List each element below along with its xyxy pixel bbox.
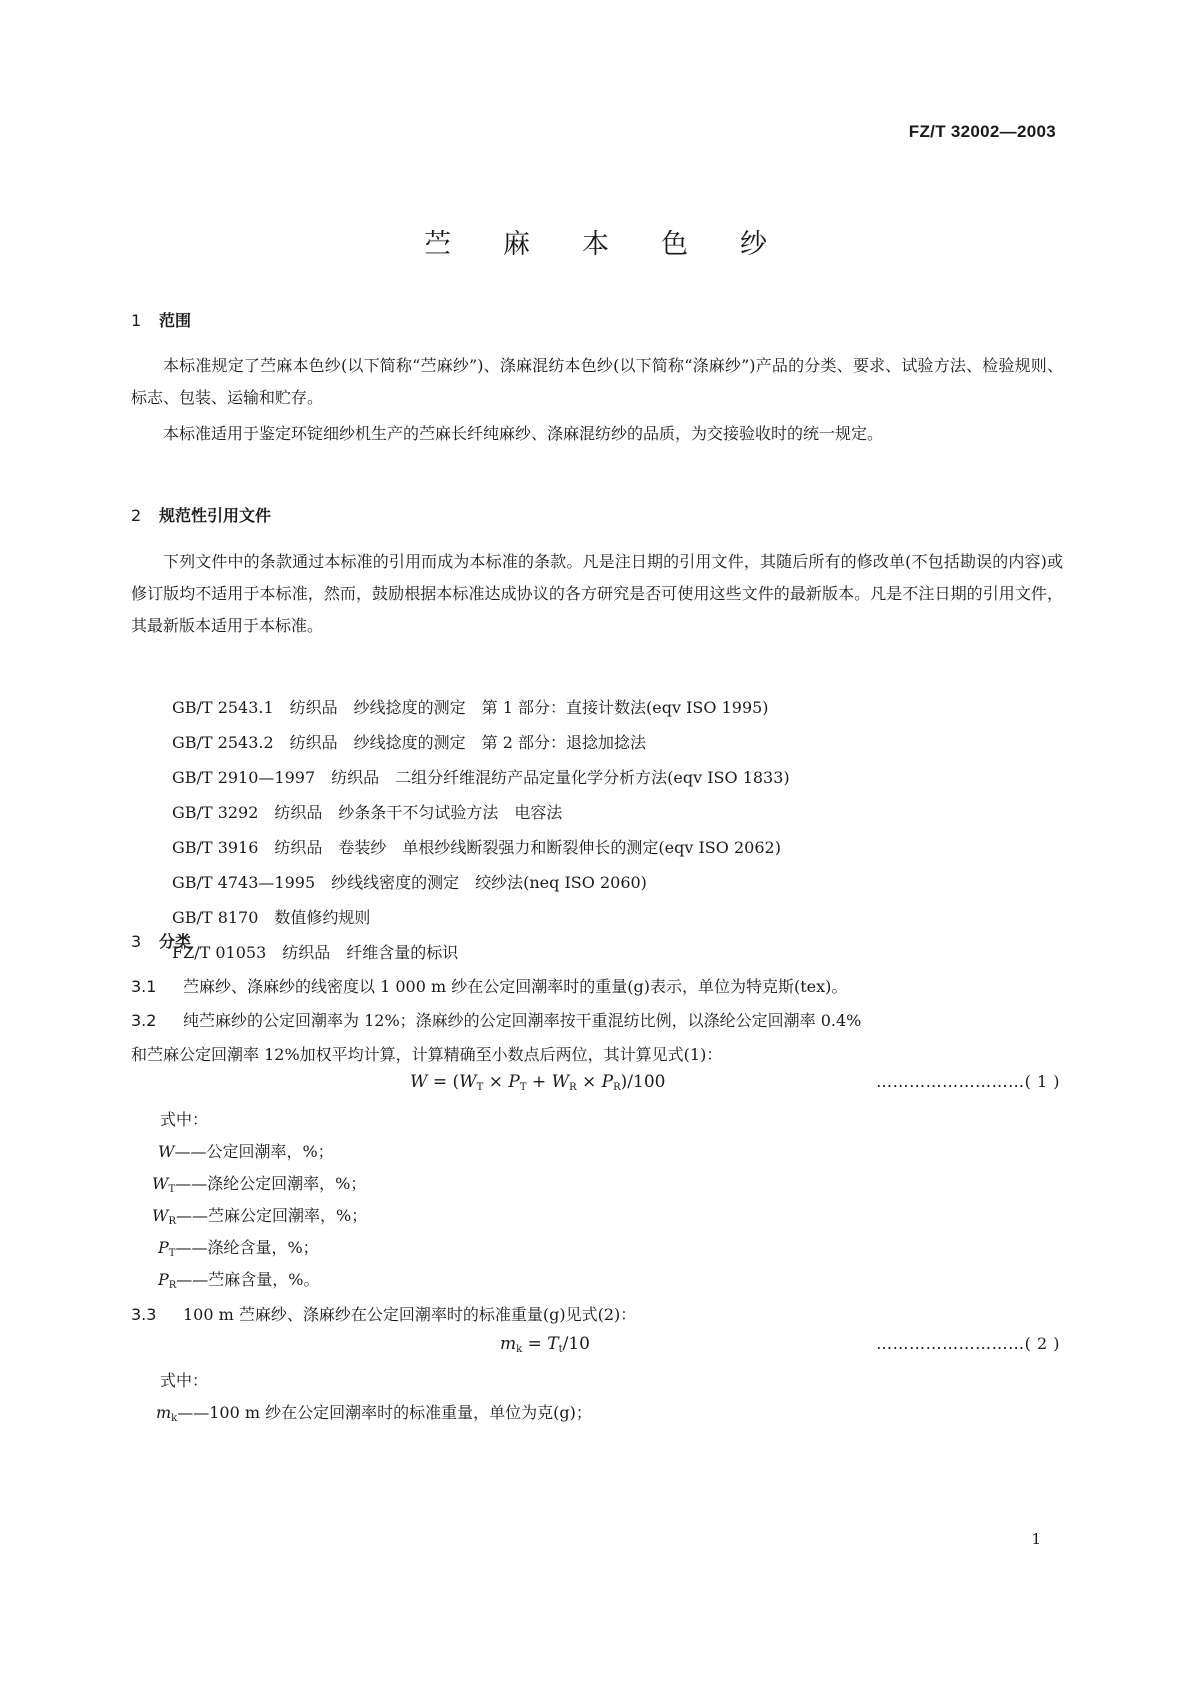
formula-operator: )/100 xyxy=(620,1072,666,1092)
clause-number: 3.2 xyxy=(131,1011,157,1030)
definition-subscript: k xyxy=(171,1413,178,1424)
formula-1 xyxy=(410,1072,665,1093)
section-number: 3 xyxy=(131,932,142,951)
section-2-heading xyxy=(131,503,271,526)
page-number: 1 xyxy=(1031,1530,1041,1548)
definition-text: ——公定回潮率，%； xyxy=(174,1142,334,1161)
clause-3-2 xyxy=(131,1008,861,1031)
definition-subscript: T xyxy=(168,1248,176,1259)
standard-number: FZ/T 32002—2003 xyxy=(908,122,1056,141)
definition-symbol: m xyxy=(156,1403,172,1422)
formula-symbol: T xyxy=(547,1334,559,1354)
formula-subscript: T xyxy=(519,1082,527,1093)
clause-number: 3.1 xyxy=(131,977,157,996)
formula-symbol: W xyxy=(459,1072,477,1092)
clause-text: 苎麻纱、涤麻纱的线密度以 1 000 m 纱在公定回潮率时的重量(g)表示，单位为特克斯(tex)。 xyxy=(183,977,848,996)
clause-number: 3.3 xyxy=(131,1305,157,1324)
section-title: 范围 xyxy=(159,311,192,330)
formula-operator: × xyxy=(483,1072,509,1092)
scope-paragraph-2: 本标准适用于鉴定环锭细纱机生产的苎麻长纤纯麻纱、涤麻混纺纱的品质，为交接验收时的统一规定。 xyxy=(163,424,884,443)
equation-number-1: ………………………( 1 ) xyxy=(876,1072,1060,1091)
formula-symbol: m xyxy=(500,1334,517,1354)
section-number: 1 xyxy=(131,311,142,330)
definition-subscript: T xyxy=(168,1184,176,1195)
reference-item: GB/T 8170 数值修约规则 xyxy=(172,908,371,927)
definition-item xyxy=(156,1400,592,1424)
clause-text: 纯苎麻纱的公定回潮率为 12%；涤麻纱的公定回潮率按干重混纺比例，以涤纶公定回潮率 0.4% xyxy=(183,1011,862,1030)
section-title: 规范性引用文件 xyxy=(159,506,272,525)
clause-3-2-continued: 和苎麻公定回潮率 12%加权平均计算，计算精确至小数点后两位，其计算见式(1)： xyxy=(131,1045,723,1064)
reference-item: GB/T 4743—1995 纱线线密度的测定 绞纱法(neq ISO 2060) xyxy=(172,873,647,892)
section-3-heading xyxy=(131,929,191,952)
definition-symbol: W xyxy=(152,1174,169,1193)
definition-item xyxy=(158,1139,334,1162)
formula-operator: /10 xyxy=(562,1334,590,1354)
definition-symbol: P xyxy=(158,1270,169,1289)
definition-text: ——100 m 纱在公定回潮率时的标准重量，单位为克(g)； xyxy=(177,1403,592,1422)
formula-2 xyxy=(500,1334,590,1355)
clause-text: 100 m 苎麻纱、涤麻纱在公定回潮率时的标准重量(g)见式(2)： xyxy=(183,1305,637,1324)
definition-symbol: P xyxy=(158,1238,169,1257)
definition-text: ——涤纶公定回潮率，%； xyxy=(175,1174,367,1193)
definition-text: ——苎麻含量，%。 xyxy=(176,1270,320,1289)
normative-references-paragraph: 下列文件中的条款通过本标准的引用而成为本标准的条款。凡是注日期的引用文件，其随后所有的修改单(不包括勘误的内容)或修订版均不适用于本标准，然而，鼓励根据本标准达成协议的各方研究是否可使用这些文件的最新版本。凡是不注日期的引用文件，其最新版本适用于本标准。 xyxy=(131,552,1063,635)
equation-number-2: ………………………( 2 ) xyxy=(876,1334,1060,1353)
reference-item: GB/T 2543.1 纺织品 纱线捻度的测定 第 1 部分：直接计数法(eqv ISO 1995) xyxy=(172,698,769,717)
scope-paragraph-1: 本标准规定了苎麻本色纱(以下简称“苎麻纱”)、涤麻混纺本色纱(以下简称“涤麻纱”)产品的分类、要求、试验方法、检验规则、标志、包装、运输和贮存。 xyxy=(131,356,1063,407)
reference-item: GB/T 2910—1997 纺织品 二组分纤维混纺产品定量化学分析方法(eqv ISO 1833) xyxy=(172,768,790,787)
formula-subscript: t xyxy=(558,1344,563,1355)
clause-3-1 xyxy=(131,974,847,997)
definition-text: ——涤纶含量，%； xyxy=(175,1238,319,1257)
formula-operator: + xyxy=(526,1072,552,1092)
definition-subscript: R xyxy=(168,1280,177,1291)
section-number: 2 xyxy=(131,506,142,525)
formula-operator: = xyxy=(522,1334,548,1354)
definition-item xyxy=(158,1267,320,1291)
definition-item xyxy=(158,1235,319,1259)
clause-3-3 xyxy=(131,1302,636,1325)
definition-item xyxy=(152,1171,366,1195)
document-title: 苎麻本色纱 xyxy=(424,229,819,260)
section-title: 分类 xyxy=(159,932,192,951)
reference-item: FZ/T 01053 纺织品 纤维含量的标识 xyxy=(172,943,459,962)
formula-operator: × xyxy=(576,1072,602,1092)
formula-symbol: P xyxy=(601,1072,614,1092)
where-label: 式中： xyxy=(160,1371,209,1390)
formula-symbol: W xyxy=(551,1072,570,1092)
formula-subscript: k xyxy=(516,1344,523,1355)
formula-subscript: R xyxy=(613,1082,621,1093)
section-1-heading xyxy=(131,308,191,331)
formula-symbol: W xyxy=(410,1072,428,1092)
formula-subscript: R xyxy=(569,1082,577,1093)
reference-item: GB/T 3916 纺织品 卷装纱 单根纱线断裂强力和断裂伸长的测定(eqv ISO 2062) xyxy=(172,838,781,857)
definition-symbol: W xyxy=(158,1142,175,1161)
formula-operator: = ( xyxy=(427,1072,460,1092)
formula-subscript: T xyxy=(476,1082,484,1093)
definition-symbol: W xyxy=(152,1206,169,1225)
definition-text: ——苎麻公定回潮率，%； xyxy=(175,1206,368,1225)
where-label: 式中： xyxy=(160,1110,209,1129)
reference-list xyxy=(172,690,790,970)
definition-subscript: R xyxy=(168,1216,176,1227)
formula-symbol: P xyxy=(508,1072,520,1092)
reference-item: GB/T 2543.2 纺织品 纱线捻度的测定 第 2 部分：退捻加捻法 xyxy=(172,733,647,752)
definition-item xyxy=(152,1203,367,1227)
reference-item: GB/T 3292 纺织品 纱条条干不匀试验方法 电容法 xyxy=(172,803,563,822)
